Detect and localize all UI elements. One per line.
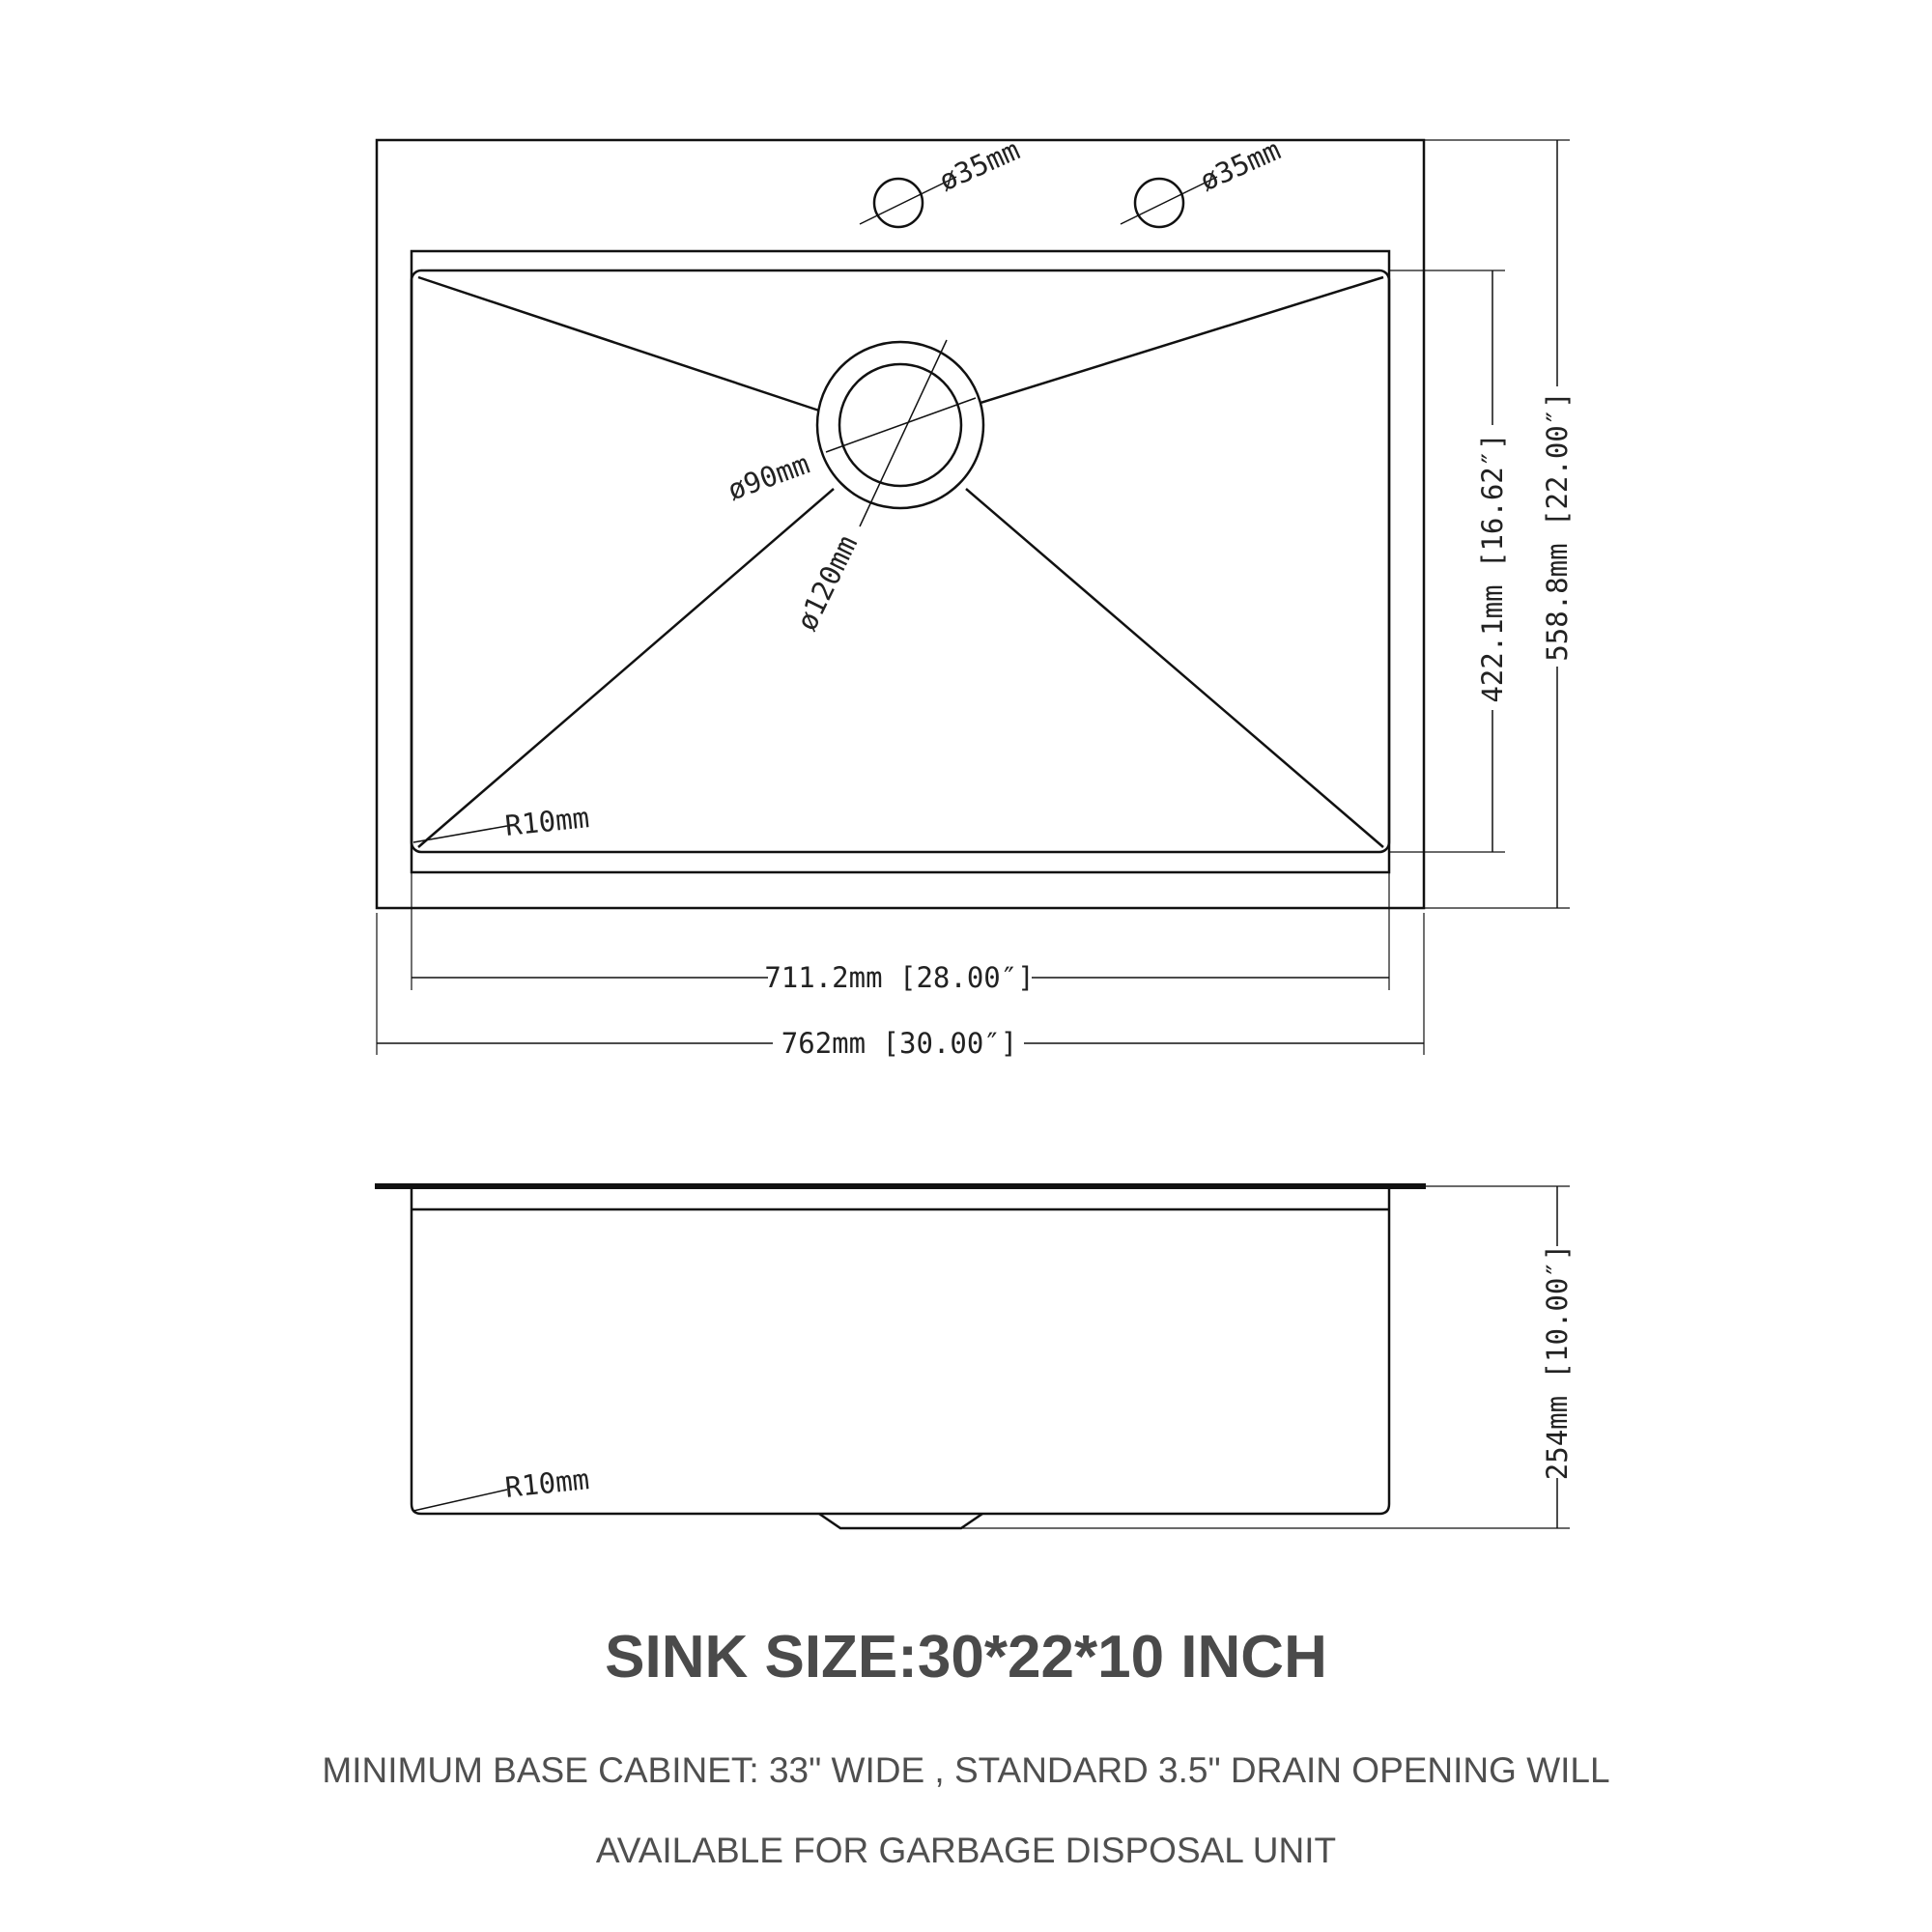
side-drain-stub: [819, 1514, 982, 1528]
outer-width-label: 762mm [30.00″]: [781, 1027, 1018, 1060]
drain-outer-diameter-line: [860, 340, 947, 526]
sink-outer-outline: [377, 140, 1424, 908]
sink-size-title: SINK SIZE:30*22*10 INCH: [605, 1624, 1327, 1690]
corner-radius-label-side: R10mm: [503, 1463, 591, 1504]
slope-line-top-left: [418, 277, 819, 411]
height-label: 254mm [10.00″]: [1541, 1243, 1574, 1481]
faucet-hole-left: [874, 179, 923, 227]
faucet-hole-right: [1135, 179, 1183, 227]
drain-inner-label: ø90mm: [723, 446, 814, 507]
inner-depth-label: 422.1mm [16.62″]: [1476, 433, 1509, 703]
inner-width-label: 711.2mm [28.00″]: [764, 961, 1035, 994]
drain-outer-label: ø120mm: [789, 530, 865, 637]
sink-rim-outline: [412, 251, 1389, 872]
slope-line-top-right: [980, 277, 1383, 403]
drain-inner-diameter-line: [826, 398, 976, 452]
faucet-hole-left-label: ø35mm: [934, 132, 1025, 198]
outer-depth-label: 558.8mm [22.00″]: [1541, 391, 1574, 662]
cabinet-note-line1: MINIMUM BASE CABINET: 33" WIDE , STANDARD 3.5" DRAIN OPENING WILL: [322, 1750, 1610, 1790]
faucet-hole-right-label: ø35mm: [1195, 132, 1286, 198]
sink-bowl-outline: [412, 270, 1389, 852]
corner-radius-leader-top: [413, 826, 507, 842]
top-view: [377, 140, 1570, 1055]
cabinet-note-line2: AVAILABLE FOR GARBAGE DISPOSAL UNIT: [595, 1831, 1337, 1870]
corner-radius-label-top: R10mm: [503, 801, 591, 842]
slope-line-bottom-left: [418, 489, 834, 847]
corner-radius-leader-side: [413, 1490, 507, 1511]
slope-line-bottom-right: [966, 489, 1383, 847]
